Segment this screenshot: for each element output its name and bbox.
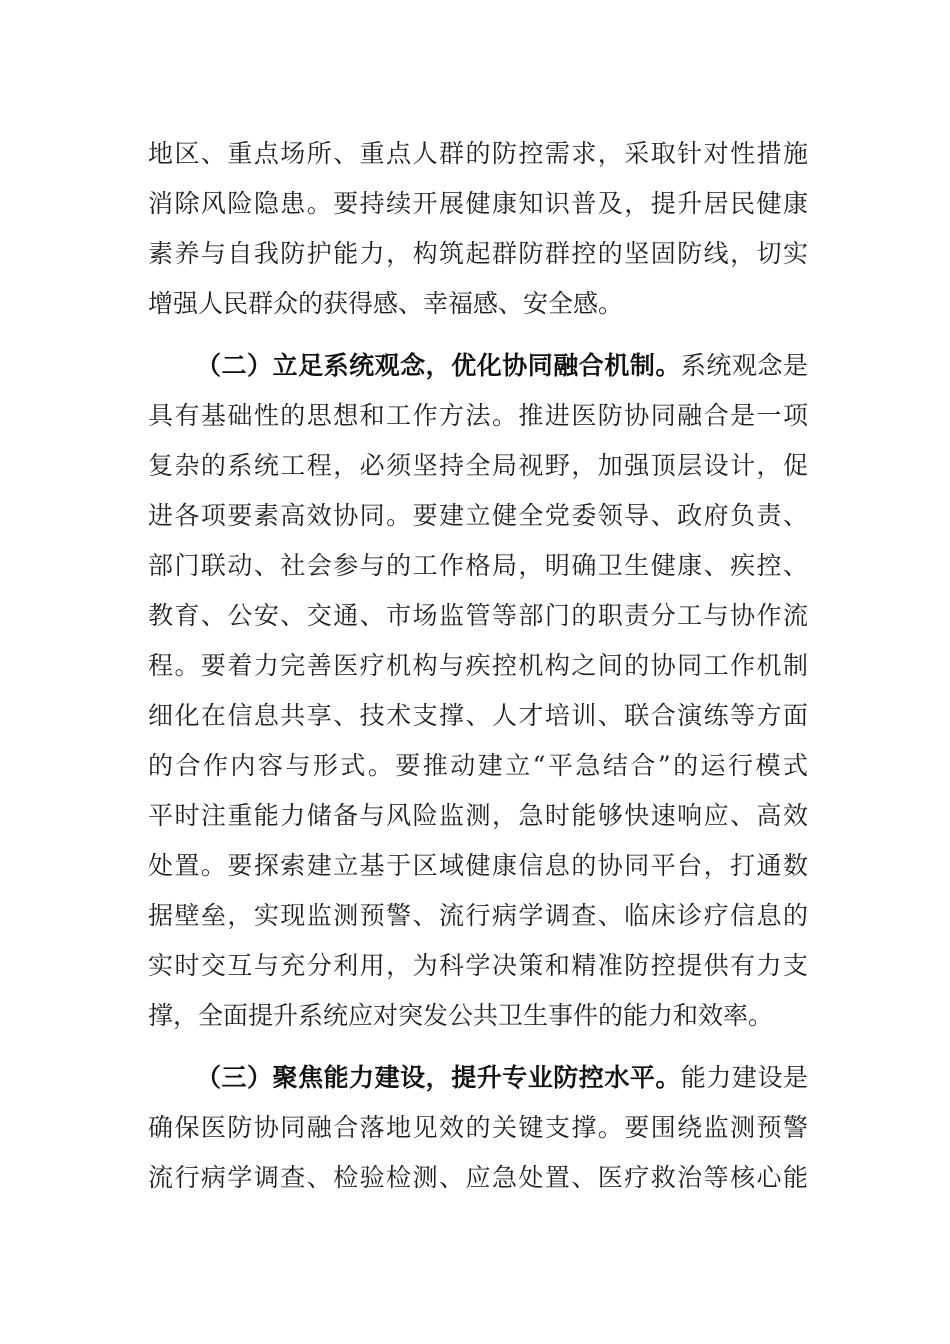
paragraph-line: 撑，全面提升系统应对突发公共卫生事件的能力和效率。 <box>148 1001 774 1030</box>
paragraph-line: 部门联动、社会参与的工作格局，明确卫生健康、疾控、 <box>148 551 808 580</box>
paragraph-line: 消除风险隐患。要持续开展健康知识普及，提升居民健康 <box>148 189 808 218</box>
paragraph-line: 实时交互与充分利用，为科学决策和精准防控提供有力支 <box>148 951 808 980</box>
paragraph-line: 增强人民群众的获得感、幸福感、安全感。 <box>148 289 624 318</box>
paragraph-line: 具有基础性的思想和工作方法。推进医防协同融合是一项 <box>148 401 808 430</box>
paragraph-line: 进各项要素高效协同。要建立健全党委领导、政府负责、 <box>148 501 808 530</box>
paragraph-line: 教育、公安、交通、市场监管等部门的职责分工与协作流 <box>148 601 808 630</box>
paragraph-line: 处置。要探索建立基于区域健康信息的协同平台，打通数 <box>148 851 808 880</box>
paragraph-line: 据壁垒，实现监测预警、流行病学调查、临床诊疗信息的 <box>148 901 808 930</box>
paragraph-line: 程。要着力完善医疗机构与疾控机构之间的协同工作机制 <box>148 651 808 680</box>
paragraph-line: 的合作内容与形式。要推动建立“平急结合”的运行模式 <box>148 751 808 780</box>
section-2-heading: （二）立足系统观念，优化协同融合机制。 <box>196 351 681 380</box>
paragraph-line: 细化在信息共享、技术支撑、人才培训、联合演练等方面 <box>148 701 808 730</box>
paragraph-line: 平时注重能力储备与风险监测，急时能够快速响应、高效 <box>148 801 808 830</box>
paragraph-line: 复杂的系统工程，必须坚持全局视野，加强顶层设计，促 <box>148 451 808 480</box>
section-2-first-line <box>196 346 808 386</box>
paragraph-line: 流行病学调查、检验检测、应急处置、医疗救治等核心能 <box>148 1163 808 1192</box>
section-3-lead: 能力建设是 <box>680 1063 808 1092</box>
paragraph-line: 素养与自我防护能力，构筑起群防群控的坚固防线，切实 <box>148 239 808 268</box>
section-3-first-line <box>196 1058 808 1098</box>
paragraph-line: 地区、重点场所、重点人群的防控需求，采取针对性措施 <box>148 139 808 168</box>
section-3-heading: （三）聚焦能力建设，提升专业防控水平。 <box>196 1063 681 1092</box>
paragraph-line: 确保医防协同融合落地见效的关键支撑。要围绕监测预警 <box>148 1113 808 1142</box>
section-2-lead: 系统观念是 <box>680 351 808 380</box>
